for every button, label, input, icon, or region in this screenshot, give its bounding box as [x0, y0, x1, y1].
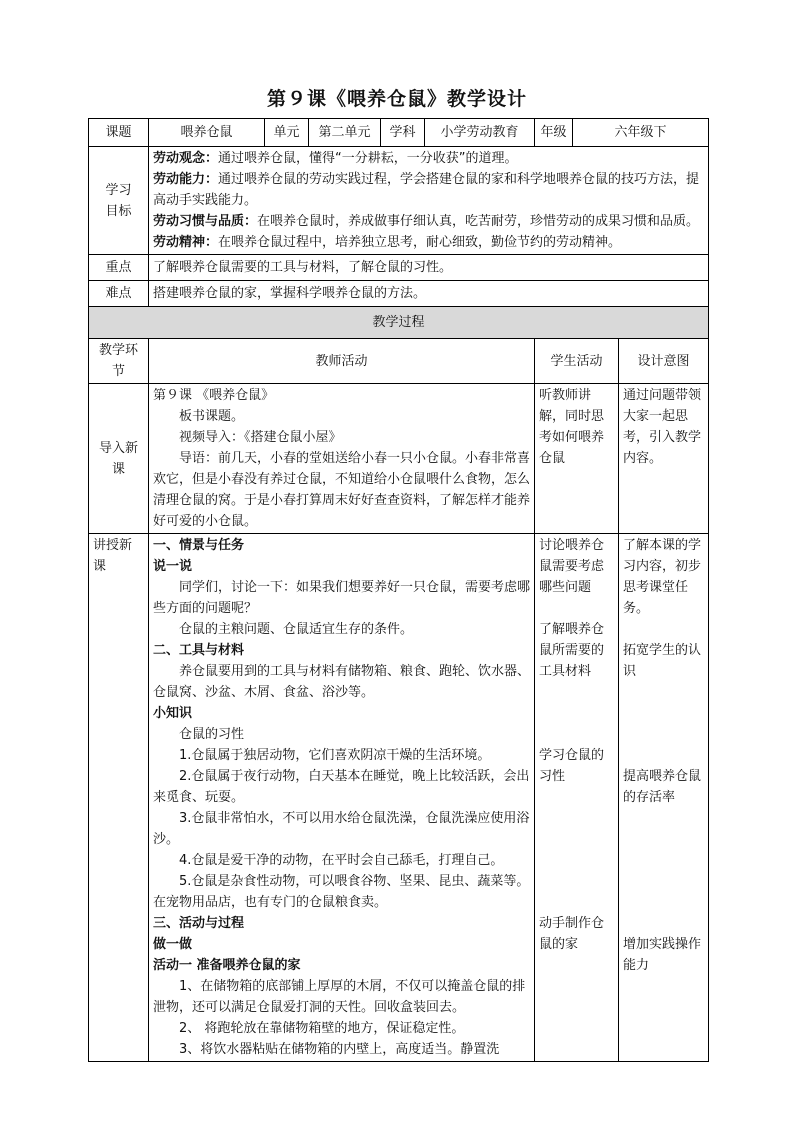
key-point-label: 重点 — [89, 255, 149, 281]
subject-label: 学科 — [381, 119, 425, 147]
column-header-row — [89, 339, 709, 384]
intro-line: 板书课题。 — [179, 409, 245, 424]
difficulty-label: 难点 — [89, 281, 149, 307]
unit-value: 第二单元 — [309, 119, 381, 147]
intro-intent: 通过问题带领大家一起思考，引入教学内容。 — [619, 384, 709, 534]
col-stage: 教学环节 — [89, 339, 149, 384]
step-item: 1、在储物箱的底部铺上厚厚的木屑，不仅可以掩盖仓鼠的排泄物，还可以满足仓鼠爱打洞的天性。回收盒装回去。 — [153, 979, 526, 1015]
intro-stage: 导入新课 — [89, 384, 149, 534]
goal-text: 通过喂养仓鼠的劳动实践过程，学会搭建仓鼠的家和科学地喂养仓鼠的技巧方法，提高动手实践能力。 — [153, 172, 700, 208]
goal-item — [153, 211, 704, 232]
key-point-row — [89, 255, 709, 281]
section-subtitle: 小知识 — [153, 706, 193, 721]
lesson-student — [535, 534, 619, 1062]
difficulty-row — [89, 281, 709, 307]
habit-item: 3.仓鼠非常怕水，不可以用水给仓鼠洗澡，仓鼠洗澡应使用浴沙。 — [153, 811, 530, 847]
habit-item: 4.仓鼠是爱干净的动物，在平时会自己舔毛，打理自己。 — [179, 853, 504, 868]
col-student: 学生活动 — [535, 339, 619, 384]
intro-line: 导语：前几天，小春的堂姐送给小春一只小仓鼠。小春非常喜欢它，但是小春没有养过仓鼠，不知道给小仓鼠喂什么食物，怎么清理仓鼠的窝。于是小春打算周末好好查查资料，了解怎样才能养好可爱的小仓鼠。 — [153, 451, 531, 529]
lesson-teacher — [149, 534, 535, 1062]
intent-note: 提高喂养仓鼠的存活率 — [623, 769, 702, 805]
student-note: 动手制作仓鼠的家 — [539, 916, 605, 952]
habit-item: 5.仓鼠是杂食性动物，可以喂食谷物、坚果、昆虫、蔬菜等。在宠物用品店，也有专门的仓鼠粮食卖。 — [153, 874, 530, 910]
section-title: 三、活动与过程 — [153, 916, 245, 931]
section-subtitle: 做一做 — [153, 937, 193, 952]
student-note: 学习仓鼠的习性 — [539, 748, 605, 784]
paragraph: 仓鼠的习性 — [179, 727, 245, 742]
goal-head: 劳动观念： — [153, 151, 219, 166]
goal-head: 劳动精神： — [153, 235, 219, 250]
unit-label: 单元 — [265, 119, 309, 147]
subject-value: 小学劳动教育 — [425, 119, 535, 147]
section-subtitle: 说一说 — [153, 559, 193, 574]
process-header-row — [89, 307, 709, 339]
lesson-plan-table — [88, 118, 709, 1062]
process-header: 教学过程 — [89, 307, 709, 339]
goal-head: 劳动习惯与品质： — [153, 214, 258, 229]
lesson-stage: 讲授新课 — [89, 534, 149, 1062]
goals-label: 学习目标 — [89, 147, 149, 255]
goal-item — [153, 232, 704, 253]
paragraph: 养仓鼠要用到的工具与材料有储物箱、粮食、跑轮、饮水器、仓鼠窝、沙盆、木屑、食盆、浴沙等。 — [153, 664, 531, 700]
intro-teacher — [149, 384, 535, 534]
difficulty-text: 搭建喂养仓鼠的家，掌握科学喂养仓鼠的方法。 — [149, 281, 709, 307]
grade-label: 年级 — [535, 119, 573, 147]
habit-item: 2.仓鼠属于夜行动物，白天基本在睡觉，晚上比较活跃，会出来觅食、玩耍。 — [153, 769, 530, 805]
paragraph: 仓鼠的主粮问题、仓鼠适宜生存的条件。 — [179, 622, 414, 637]
activity-title: 活动一 准备喂养仓鼠的家 — [153, 958, 301, 973]
goal-item — [153, 148, 704, 169]
step-item: 3、将饮水器粘贴在储物箱的内壁上，高度适当。静置洗 — [179, 1042, 500, 1057]
goal-text: 通过喂养仓鼠，懂得“一分耕耘，一分收获”的道理。 — [218, 151, 518, 166]
goal-text: 在喂养仓鼠时，养成做事仔细认真，吃苦耐劳，珍惜劳动的成果习惯和品质。 — [257, 214, 700, 229]
grade-value: 六年级下 — [573, 119, 709, 147]
key-point-text: 了解喂养仓鼠需要的工具与材料，了解仓鼠的习性。 — [149, 255, 709, 281]
intro-lesson-title: 第９课 《喂养仓鼠》 — [153, 388, 275, 403]
step-item: 2、 将跑轮放在靠储物箱壁的地方，保证稳定性。 — [179, 1021, 465, 1036]
page-title: 第９课《喂养仓鼠》教学设计 — [266, 88, 527, 110]
intro-line: 视频导入：《搭建仓鼠小屋》 — [179, 430, 342, 445]
col-intent: 设计意图 — [619, 339, 709, 384]
section-title: 二、工具与材料 — [153, 643, 245, 658]
habit-item: 1.仓鼠属于独居动物，它们喜欢阴凉干燥的生活环境。 — [179, 748, 491, 763]
goal-item — [153, 169, 704, 211]
header-row — [89, 119, 709, 147]
student-note: 了解喂养仓鼠所需要的工具材料 — [539, 622, 605, 679]
goals-content — [149, 147, 709, 255]
intent-note: 拓宽学生的认识 — [623, 643, 702, 679]
goal-text: 在喂养仓鼠过程中，培养独立思考，耐心细致，勤俭节约的劳动精神。 — [218, 235, 622, 250]
goal-head: 劳动能力： — [153, 172, 219, 187]
lesson-row — [89, 534, 709, 1062]
intro-row — [89, 384, 709, 534]
intent-note: 了解本课的学习内容，初步思考课堂任务。 — [623, 538, 702, 616]
section-title: 一、情景与任务 — [153, 538, 245, 553]
topic-value: 喂养仓鼠 — [149, 119, 265, 147]
intent-note: 增加实践操作能力 — [623, 937, 702, 973]
col-teacher: 教师活动 — [149, 339, 535, 384]
intro-student: 听教师讲解，同时思考如何喂养仓鼠 — [535, 384, 619, 534]
topic-label: 课题 — [89, 119, 149, 147]
paragraph: 同学们，讨论一下：如果我们想要养好一只仓鼠，需要考虑哪些方面的问题呢？ — [153, 580, 531, 616]
lesson-intent — [619, 534, 709, 1062]
goals-row — [89, 147, 709, 255]
student-note: 讨论喂养仓鼠需要考虑哪些问题 — [539, 538, 605, 595]
